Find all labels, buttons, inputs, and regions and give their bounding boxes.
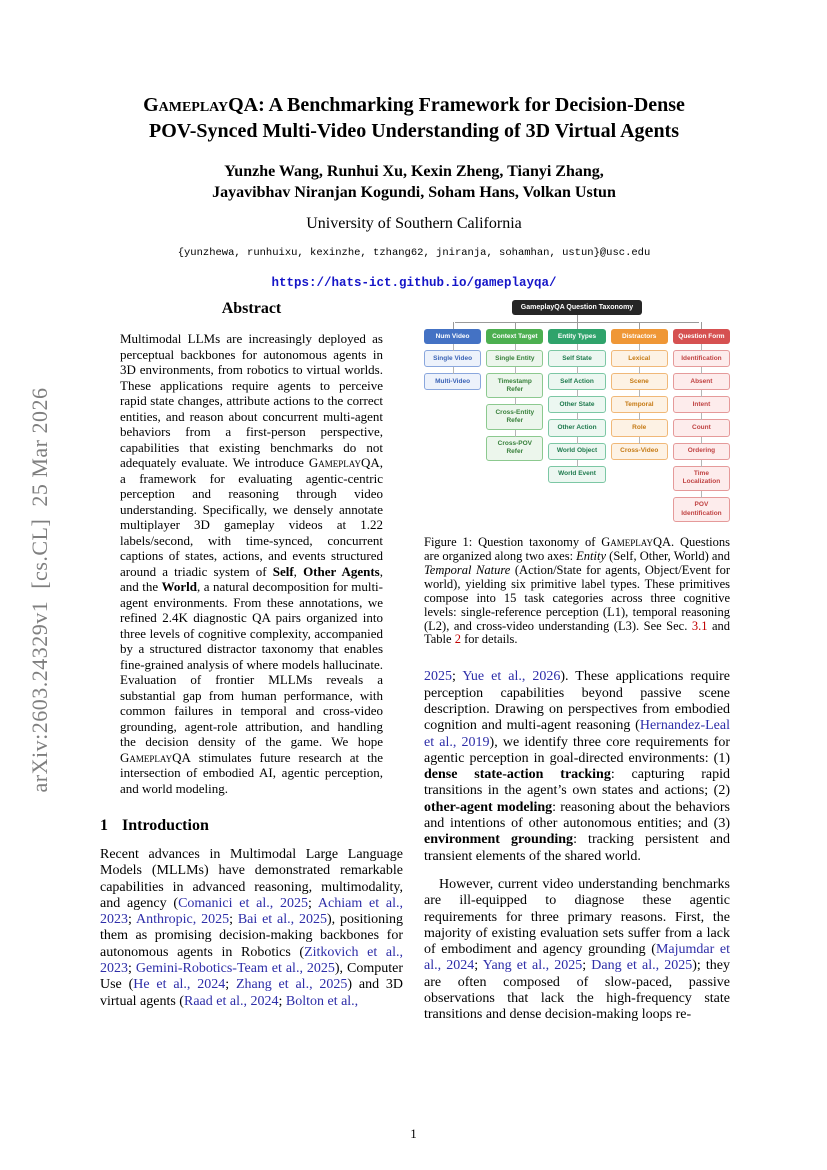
text-segment: GameplayQA: [120, 749, 191, 765]
abstract-heading: Abstract: [221, 300, 282, 317]
citation-link[interactable]: Hernandez-Leal et al., 2019: [424, 718, 730, 750]
text-segment: : capturing rapid transitions in the agent’s own states and actions; (2): [424, 767, 731, 799]
citation-link[interactable]: Raad et al., 2024: [183, 993, 279, 1009]
taxonomy-branch-header: Context Target: [486, 329, 543, 344]
taxonomy-leaf: Self State: [548, 350, 605, 367]
text-segment: : reasoning about the behaviors and intentions of other autonomous entities; and (3): [424, 799, 730, 832]
taxonomy-leaf: Intent: [673, 396, 730, 413]
text-segment: and Table: [424, 618, 730, 647]
taxonomy-branch-header: Distractors: [611, 329, 668, 344]
citation-link[interactable]: Dang et al., 2025: [591, 958, 693, 974]
internal-reference[interactable]: 2: [454, 632, 461, 647]
taxonomy-leaf: Self Action: [548, 373, 605, 390]
text-segment: ), we identify three core requirements for agentic perception in goal-directed environments: (1): [424, 734, 730, 766]
text-segment: Entity: [576, 549, 607, 564]
taxonomy-leaf: Role: [611, 419, 668, 436]
citation-link[interactable]: Yang et al., 2025: [482, 958, 583, 974]
text-segment: ), Computer Use (: [100, 961, 403, 993]
section-heading-introduction: [100, 817, 403, 835]
taxonomy-branch-header: Question Form: [673, 329, 730, 344]
author-list: [98, 161, 730, 204]
paper-header: [98, 92, 730, 291]
text-segment: environment grounding: [424, 832, 574, 848]
text-segment: ;: [308, 895, 318, 911]
taxonomy-branch-context-target: [486, 329, 543, 522]
taxonomy-leaf: Identification: [673, 350, 730, 367]
text-segment: , and the: [120, 563, 383, 594]
taxonomy-leaf: Scene: [611, 373, 668, 390]
abstract-text: [120, 331, 383, 796]
text-segment: for details.: [460, 632, 518, 647]
text-segment: Recent advances in Multimodal Large Language Models (MLLMs) have demonstrated remarkable capabilities in advanced reasoning, multimodality, and agency (: [100, 847, 403, 911]
taxonomy-leaf: Other Action: [548, 419, 605, 436]
internal-reference[interactable]: 3.1: [691, 618, 708, 633]
taxonomy-root-connector: [577, 315, 578, 322]
taxonomy-leaf: Cross-Entity Refer: [486, 404, 543, 429]
section-title: Introduction: [122, 817, 209, 834]
taxonomy-leaf: Ordering: [673, 443, 730, 460]
text-segment: , a natural decomposition for multi-agent environments. From these annotations, we refined 2.4K diagnostic QA pairs organized into three levels of cognitive complexity, accompanied by a structured distractor taxonomy that enables fine-grained analysis of where models hallucinate. Evaluation of frontier MLLMs reveals a substantial gap from human performance, with common failures in temporal and cross-video grounding, agent-role attribution, and handling the decision density of the game. We hope: [120, 579, 383, 749]
left-column: [100, 300, 403, 1010]
text-segment: POV-Synced Multi-Video Understanding of 3D Virtual Agents: [148, 120, 680, 143]
text-segment: ;: [229, 912, 238, 928]
figure1-caption: [424, 536, 730, 647]
right-paragraph-1: [424, 669, 730, 865]
text-segment: , a framework for evaluating agentic-centric perception and reasoning through video understanding. Specifically, we densely annotate multiplayer 3D gameplay videos at 1.22 labels/second, with time-synced, concurrent captions of states, actions, and events structured around a triadic system of: [120, 455, 383, 579]
paper-title: [98, 92, 730, 145]
taxonomy-root-node: GameplayQA Question Taxonomy: [512, 300, 642, 315]
taxonomy-branch-num-video: [424, 329, 481, 522]
text-segment: ) and 3D virtual agents (: [100, 977, 404, 1009]
text-segment: Other Agents: [303, 563, 380, 579]
page-number: 1: [410, 1126, 417, 1141]
text-segment: World: [161, 579, 198, 594]
taxonomy-tree-branches: [424, 322, 730, 522]
taxonomy-leaf: Other State: [548, 396, 605, 413]
taxonomy-leaf: Multi-Video: [424, 373, 481, 390]
section-number: 1: [100, 817, 108, 834]
citation-link[interactable]: 2025: [424, 669, 452, 685]
taxonomy-leaf: POV Identification: [673, 497, 730, 522]
text-segment: ), positioning them as promising decision-making backbones for autonomous agents in Robotics (: [100, 912, 404, 960]
citation-link[interactable]: Comanici et al., 2025: [178, 895, 309, 911]
text-segment: Temporal Nature: [424, 562, 511, 577]
taxonomy-leaf: Count: [673, 419, 730, 436]
text-segment: ,: [293, 563, 304, 579]
text-segment: ); they are often composed of slow-paced, passive observations that lack the high-frequency state transitions and dense decision-making loops re-: [424, 958, 731, 1023]
text-segment: ). These applications require perception capabilities beyond passive scene description. Drawing on perspectives from embodied cognition and multi-agent reasoning (: [424, 669, 730, 734]
text-segment: Figure 1: Question taxonomy of: [424, 535, 602, 550]
text-segment: Multimodal LLMs are increasingly deployed as perceptual backbones for autonomous agents in 3D environments, from robotics to virtual worlds. These applications require agents to perceive rapid state changes, attribute actions to the correct entities, and reason about concurrent multi-agent behaviors from a first-person perspective, capabilities that existing benchmarks do not adequately evaluate. We introduce: [120, 331, 383, 470]
text-segment: ;: [225, 977, 236, 993]
text-segment: other-agent modeling: [424, 799, 553, 815]
project-url-line: [98, 273, 730, 291]
text-segment: : A Benchmarking Framework for Decision-Dense: [258, 94, 685, 116]
text-segment: ;: [278, 993, 286, 1009]
citation-link[interactable]: Zitkovich et al., 2023: [100, 944, 403, 977]
text-segment: (Action/State for agents, Object/Event for world), yielding six primitive label types. These primitives compose into 15 task categories across three cognitive levels: single-reference perception (L1), temporal reasoning (L2), and cross-video understanding (L3). See Sec.: [424, 562, 730, 633]
taxonomy-branch-entity-types: [548, 329, 605, 522]
taxonomy-leaf: Time Localization: [673, 466, 730, 491]
author-line-2: Jayavibhav Niranjan Kogundi, Soham Hans, Volkan Ustun: [212, 184, 616, 202]
taxonomy-branch-distractors: [611, 329, 668, 522]
right-paragraph-2: [424, 877, 730, 1024]
citation-link[interactable]: Achiam et al., 2023: [100, 895, 403, 928]
text-segment: Self: [272, 563, 294, 579]
taxonomy-leaf: World Event: [548, 466, 605, 483]
text-segment: ;: [128, 912, 136, 928]
text-segment: GameplayQA: [308, 455, 380, 470]
text-segment: stimulates future research at the intersection of embodied AI, agentic perception, and world modeling.: [120, 749, 383, 796]
taxonomy-leaf: Single Entity: [486, 350, 543, 367]
text-segment: ;: [474, 958, 483, 974]
text-segment: dense state-action tracking: [424, 767, 611, 783]
citation-link[interactable]: Bolton et al.,: [285, 993, 359, 1009]
taxonomy-leaf: Temporal: [611, 396, 668, 413]
taxonomy-leaf: Cross-POV Refer: [486, 436, 543, 461]
citation-link[interactable]: Zhang et al., 2025: [235, 977, 348, 993]
text-segment: (Self, Other, World) and: [606, 549, 730, 564]
taxonomy-branch-header: Entity Types: [548, 329, 605, 344]
taxonomy-leaf: Timestamp Refer: [486, 373, 543, 398]
right-column: [424, 300, 730, 1024]
text-segment: . Questions are organized along two axes:: [424, 535, 731, 564]
text-segment: : tracking persistent and transient elements of the shared world.: [424, 832, 730, 864]
text-segment: ;: [128, 961, 136, 977]
taxonomy-branch-question-form: [673, 329, 730, 522]
citation-link[interactable]: Anthropic, 2025: [135, 912, 230, 928]
project-url-link[interactable]: https://hats-ict.github.io/gameplayqa/: [271, 275, 557, 290]
taxonomy-leaf: Cross-Video: [611, 443, 668, 460]
taxonomy-leaf: Lexical: [611, 350, 668, 367]
author-emails: {yunzhewa, runhuixu, kexinzhe, tzhang62, jniranja, sohamhan, ustun}@usc.edu: [177, 246, 651, 259]
text-segment: ;: [582, 958, 592, 974]
figure1-taxonomy: [424, 300, 730, 522]
text-segment: GameplayQA: [601, 535, 672, 550]
paper-title-line1: [98, 92, 730, 118]
text-segment: ;: [452, 669, 463, 685]
citation-link[interactable]: Bai et al., 2025: [237, 912, 327, 928]
taxonomy-leaf: Single Video: [424, 350, 481, 367]
taxonomy-leaf: World Object: [548, 443, 605, 460]
citation-link[interactable]: Gemini-Robotics-Team et al., 2025: [135, 961, 335, 977]
paper-title-name: GameplayQA: [143, 94, 259, 116]
paper-title-line2: [98, 118, 730, 144]
arxiv-stamp: arXiv:2603.24329v1 [cs.CL] 25 Mar 2026: [27, 387, 52, 793]
intro-paragraph-1: [100, 847, 403, 1010]
citation-link[interactable]: Yue et al., 2026: [462, 669, 561, 685]
citation-link[interactable]: Majumdar et al., 2024: [424, 942, 731, 974]
taxonomy-branch-header: Num Video: [424, 329, 481, 344]
author-line-1: Yunzhe Wang, Runhui Xu, Kexin Zheng, Tianyi Zhang,: [224, 162, 604, 180]
text-segment: However, current video understanding benchmarks are ill-equipped to diagnose these agentic requirements for three primary reasons. First, the majority of existing evaluation sets suffer from a lack of embodiment and agency grounding (: [424, 876, 730, 958]
affiliation: University of Southern California: [306, 214, 522, 232]
taxonomy-leaf: Absent: [673, 373, 730, 390]
citation-link[interactable]: He et al., 2024: [133, 977, 226, 993]
